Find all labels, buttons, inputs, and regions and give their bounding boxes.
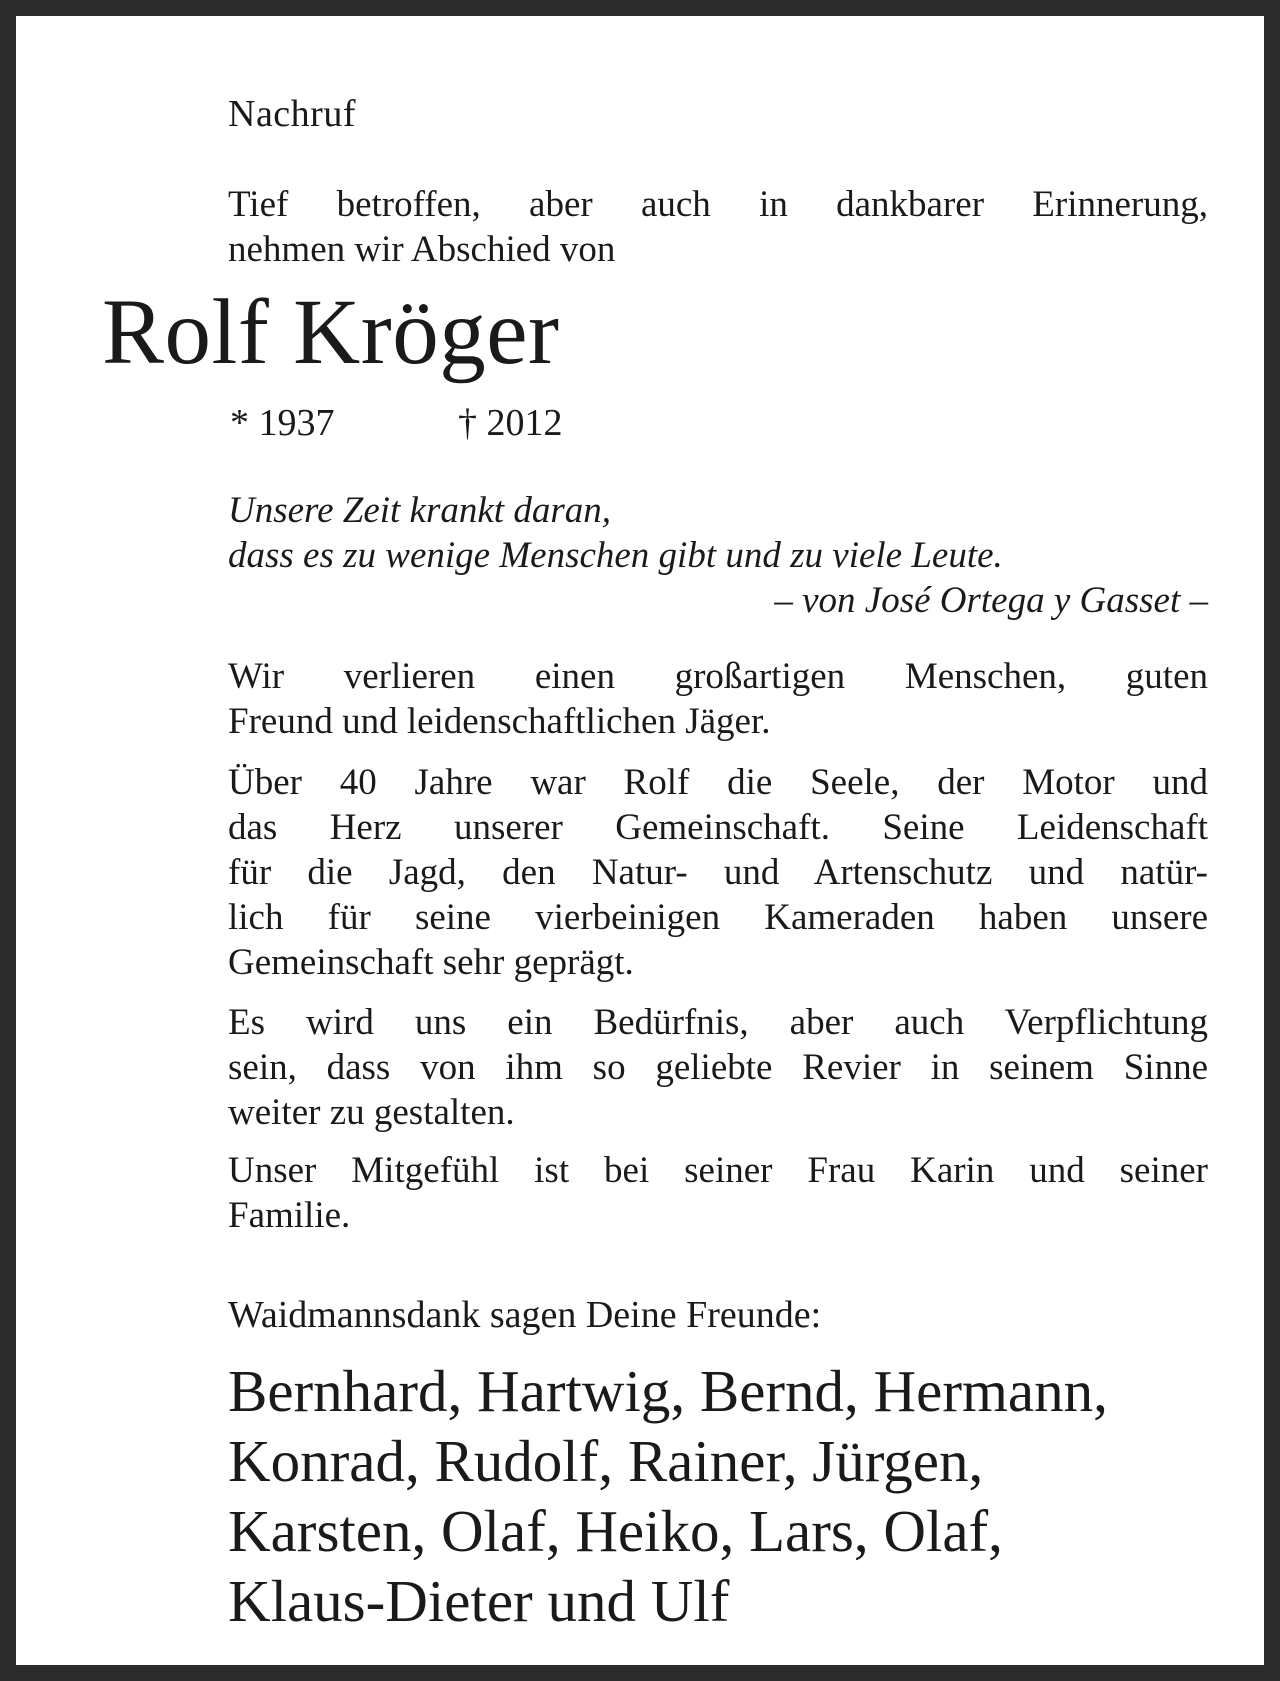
- paragraph-line: weiter zu gestalten.: [228, 1092, 515, 1133]
- paragraph-line: das Herz unserer Gemeinschaft. Seine Leidenschaft: [228, 807, 1208, 848]
- quote: [228, 488, 1208, 623]
- birth-year: * 1937: [230, 402, 335, 444]
- obituary-heading: Nachruf: [228, 93, 356, 135]
- paragraph-line: Freund und leidenschaftlichen Jäger.: [228, 701, 771, 742]
- deceased-name: Rolf Kröger: [102, 281, 560, 384]
- paragraph-2: [228, 760, 1208, 985]
- friends-line: Klaus-Dieter und Ulf: [228, 1568, 730, 1634]
- paragraph-line: Familie.: [228, 1195, 351, 1236]
- paragraph-line: Gemeinschaft sehr geprägt.: [228, 942, 634, 983]
- paragraph-line: für die Jagd, den Natur- und Artenschutz und natür-: [228, 852, 1208, 893]
- paragraph-line: Unser Mitgefühl ist bei seiner Frau Karin und seiner: [228, 1150, 1208, 1191]
- intro-text: [228, 182, 1208, 272]
- intro-line: nehmen wir Abschied von: [228, 229, 616, 270]
- paragraph-line: Über 40 Jahre war Rolf die Seele, der Motor und: [228, 762, 1208, 803]
- friends-line: Konrad, Rudolf, Rainer, Jürgen,: [228, 1428, 984, 1494]
- paragraph-line: Es wird uns ein Bedürfnis, aber auch Verpflichtung: [228, 1002, 1208, 1043]
- friends-line: Karsten, Olaf, Heiko, Lars, Olaf,: [228, 1498, 1003, 1564]
- friends-line: Bernhard, Hartwig, Bernd, Hermann,: [228, 1358, 1108, 1424]
- paragraph-line: sein, dass von ihm so geliebte Revier in seinem Sinne: [228, 1047, 1208, 1088]
- quote-author: – von José Ortega y Gasset –: [774, 580, 1208, 621]
- death-year: † 2012: [458, 402, 563, 444]
- friends-list: [228, 1356, 1208, 1636]
- paragraph-line: lich für seine vierbeinigen Kameraden haben unsere: [228, 897, 1208, 938]
- quote-line: Unsere Zeit krankt daran,: [228, 490, 611, 531]
- paragraph-1: [228, 654, 1208, 744]
- paragraph-3: [228, 1000, 1208, 1135]
- quote-line: dass es zu wenige Menschen gibt und zu viele Leute.: [228, 535, 1003, 576]
- intro-line: Tief betroffen, aber auch in dankbarer Erinnerung,: [228, 184, 1208, 225]
- thanks-line: Waidmannsdank sagen Deine Freunde:: [228, 1294, 822, 1336]
- paragraph-line: Wir verlieren einen großartigen Menschen, guten: [228, 656, 1208, 697]
- paragraph-4: [228, 1148, 1208, 1238]
